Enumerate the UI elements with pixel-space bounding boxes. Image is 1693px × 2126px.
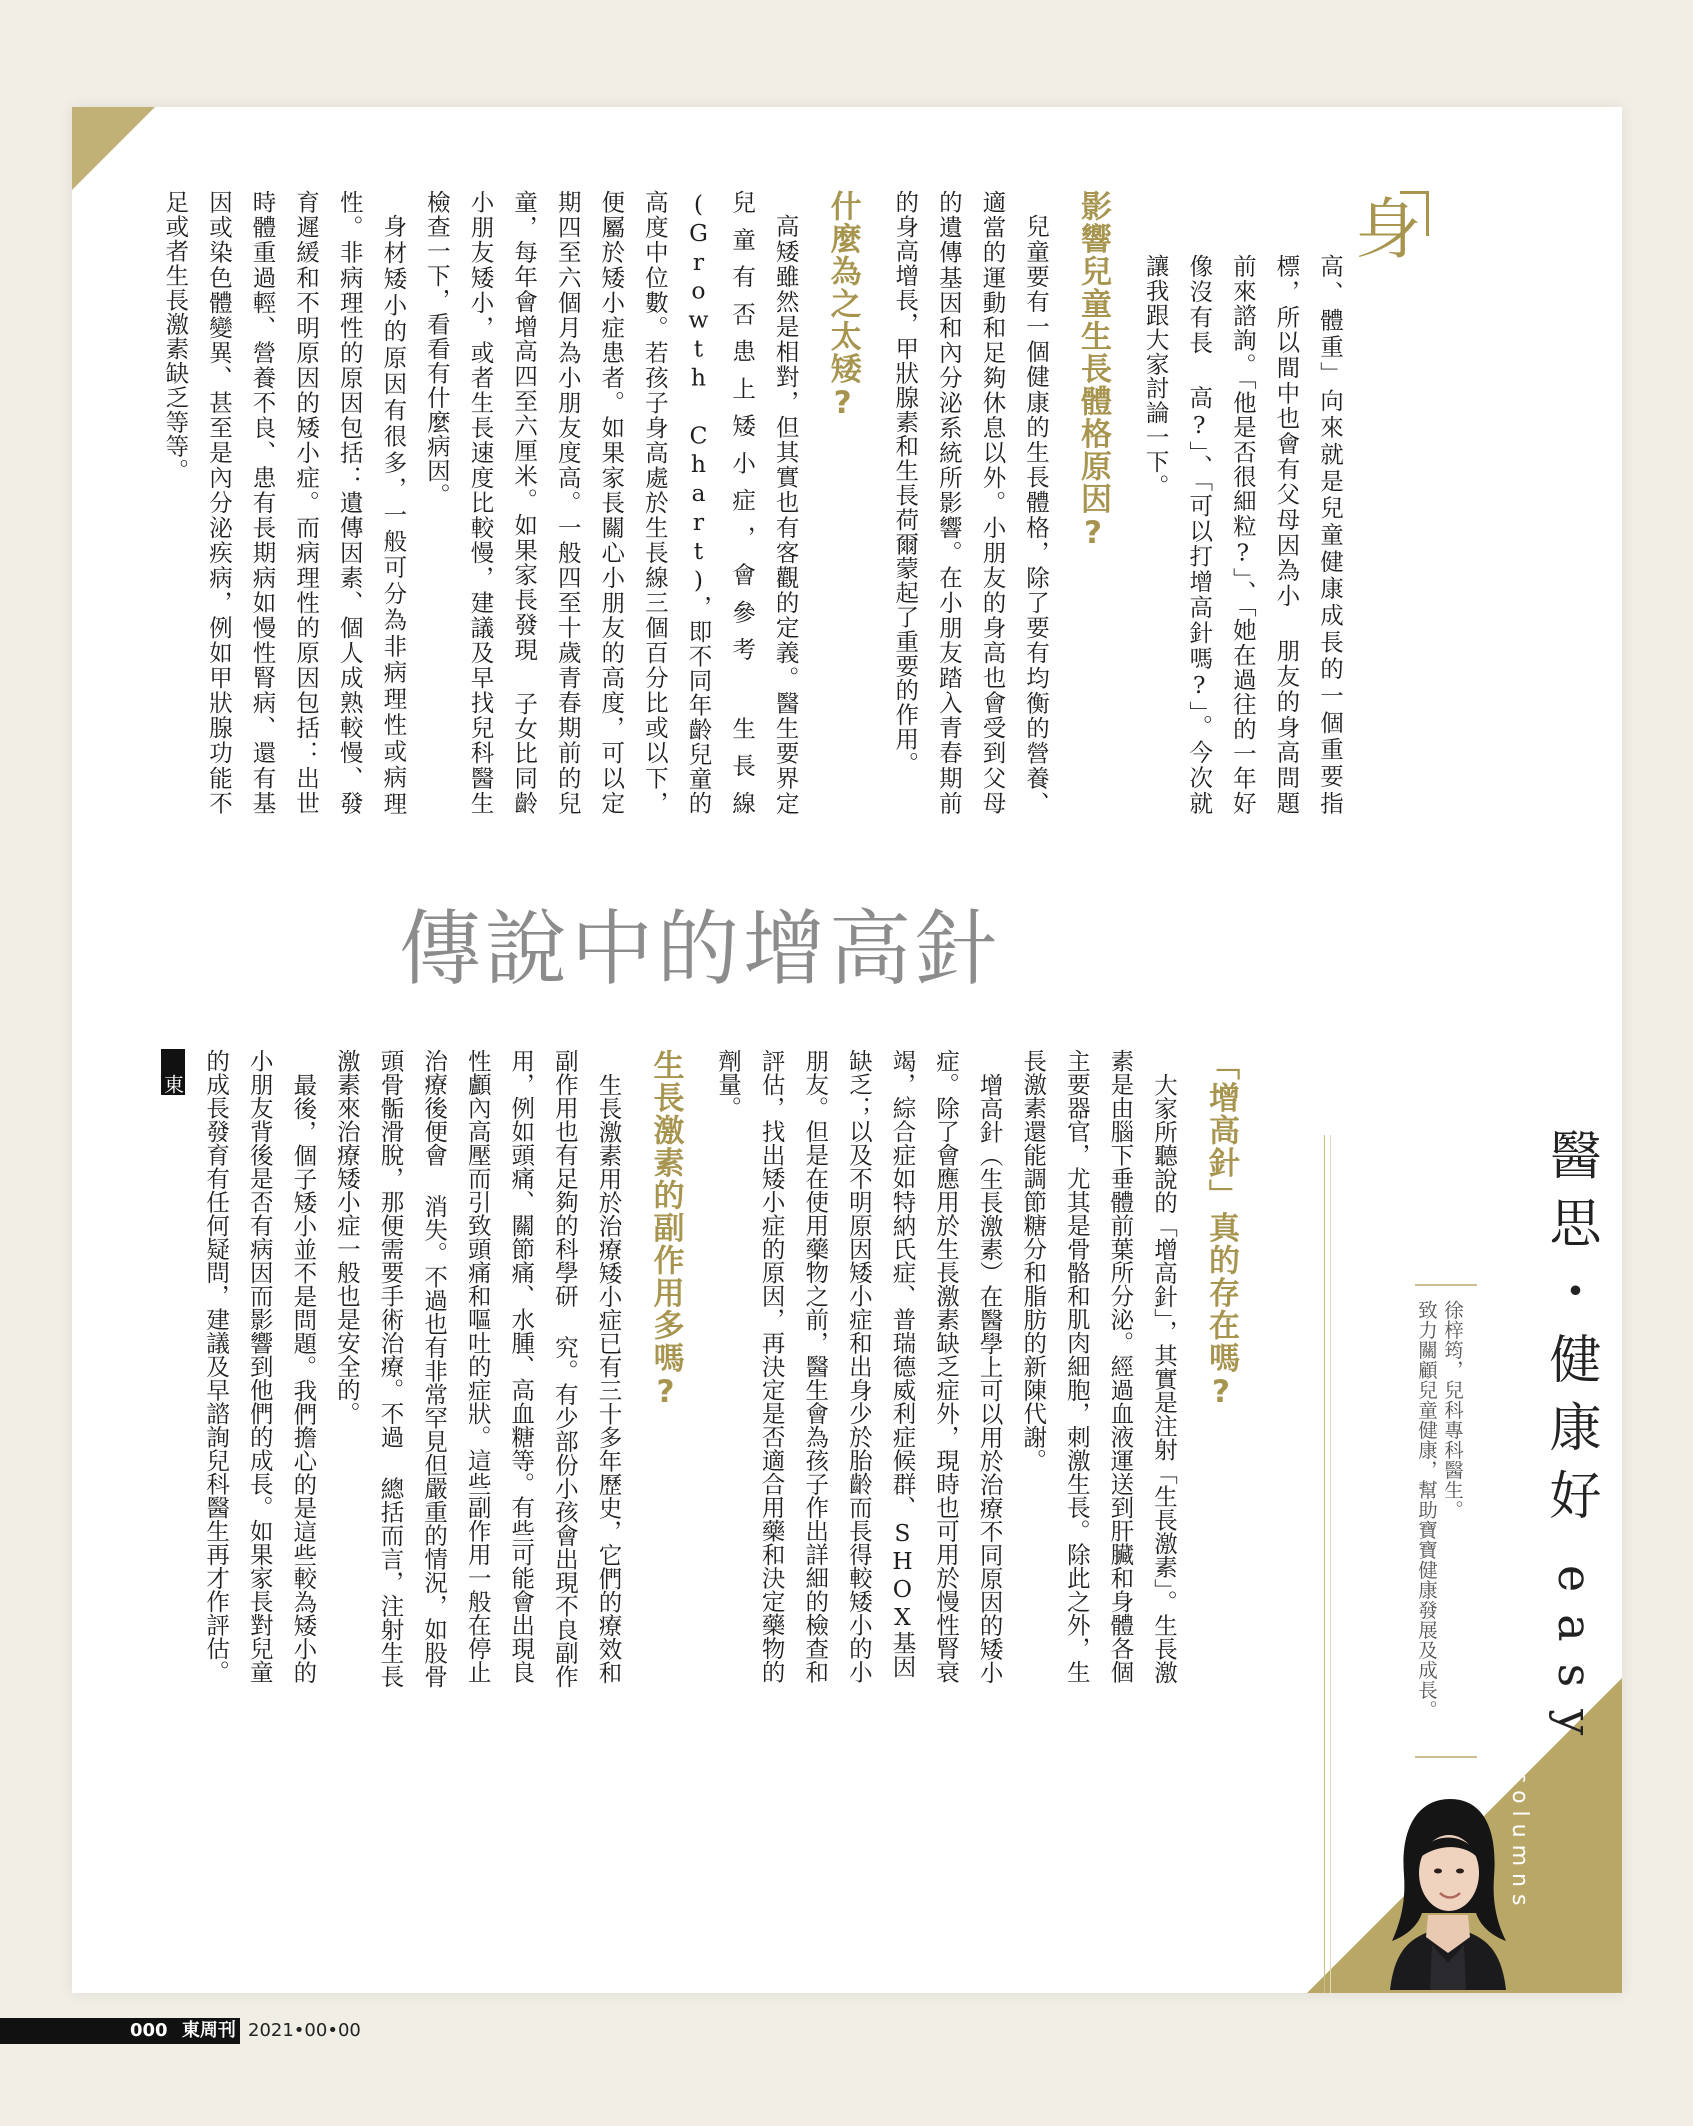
section-heading-side-effects: 生長激素的副作用多嗎? bbox=[647, 1049, 684, 1412]
section-heading-too-short: 什麼為之太矮? bbox=[824, 190, 861, 423]
too-short-paragraph-1: 高矮雖然是相對，但其實也有客觀的定義。醫生要界定兒童有否患上矮小症，會參考 生長線 (Growth Chart)，即不同年齡兒童的高度中位數。若孩子身高處於生長線三個百分比或以下，便屬於矮小症患者。如果家長關心小朋友的高度，可以定期四至六個月為小朋友度高。一般四至十歲青春期前的兒童，每年會增高四至六厘米。如果家長發現 子女比同齡小朋友矮小，或者生長速度比較慢，建議及早找兒科醫生檢查一下，看看有什麼病因。 bbox=[422, 190, 800, 815]
end-mark-icon: 東 bbox=[161, 1049, 185, 1095]
author-name-line: 徐梓筠，兒科專科醫生。 bbox=[1441, 1300, 1464, 1520]
dropcap-character: 身 bbox=[1355, 191, 1421, 268]
divider-line bbox=[1324, 1135, 1325, 1993]
intro-dropcap bbox=[1353, 187, 1433, 313]
footer-page-info bbox=[130, 2018, 236, 2044]
corner-decoration-top-left bbox=[72, 107, 155, 190]
growth-shot-paragraph-1: 大家所聽說的「增高針」，其實是注射「生長激素」。生長激素是由腦下垂體前葉所分泌。經過血液運送到肝臟和身體各個主要器官，尤其是骨骼和肌肉細胞，刺激生長。除此之外，生長激素還能調節糖分和脂肪的新陳代謝。 bbox=[1019, 1049, 1178, 1684]
article-title: 傳說中的增高針 bbox=[398, 902, 1001, 997]
divider-line-inner bbox=[1330, 1135, 1331, 1993]
column-masthead-suffix: easy bbox=[1548, 1565, 1602, 1758]
section-heading-causes: 影響兒童生長體格原因? bbox=[1075, 190, 1112, 553]
growth-shot-paragraph-2: 增高針（生長激素）在醫學上可以用於治療不同原因的矮小症。除了會應用於生長激素缺乏症外，現時也可用於慢性腎衰竭，綜合症如特納氏症、普瑞德威利症候群、SHOX基因缺乏；以及不明原因矮小症和出身少於胎齡而長得較矮小的小朋友。但是在使用藥物之前，醫生會為孩子作出詳細的檢查和評估，找出矮小症的原因，再決定是否適合用藥和決定藥物的劑量。 bbox=[714, 1049, 1004, 1684]
publication-name: 東周刊 bbox=[181, 2020, 236, 2041]
causes-paragraph: 兒童要有一個健康的生長體格，除了要有均衡的營養、適當的運動和足夠休息以外。小朋友的身高也會受到父母的遺傳基因和內分泌系統所影響。在小朋友踏入青春期前的身高增長，甲狀腺素和生長荷爾蒙起了重要的作用。 bbox=[891, 190, 1051, 815]
side-effects-paragraph-1: 生長激素用於治療矮小症已有三十多年歷史，它們的療效和副作用也有足夠的科學研 究。有少部份小孩會出現不良副作用，例如頭痛、關節痛、水腫、高血糖等。有些可能會出現良性顱內高壓而引致頭痛和嘔吐的症狀。這些副作用一般在停止治療後便會 消失。不過也有非常罕見但嚴重的情況，如股骨頭骨骺滑脫，那便需要手術治療。不過 總括而言，注射生長激素來治療矮小症一般也是安全的。 bbox=[332, 1049, 623, 1688]
page-number: 000 bbox=[130, 2020, 168, 2041]
author-info bbox=[1413, 1300, 1465, 1720]
author-bio-line: 致力關顧兒童健康，幫助寶寶健康發展及成長。 bbox=[1415, 1300, 1438, 1720]
columns-label: columns bbox=[1507, 1771, 1532, 1913]
issue-date: 2021•00•00 bbox=[248, 2020, 361, 2041]
article-lower-block bbox=[160, 1049, 1261, 1689]
too-short-paragraph-2: 身材矮小的原因有很多，一般可分為非病理性或病理性。非病理性的原因包括：遺傳因素、個人成熟較慢、發育遲緩和不明原因的矮小症。而病理性的原因包括：出世時體重過輕、營養不良、患有長期病如慢性腎病、還有基因或染色體變異、甚至是內分泌疾病，例如甲狀腺功能不足或者生長激素缺乏等等。 bbox=[161, 190, 408, 815]
side-effects-paragraph-2-text: 最後，個子矮小並不是問題。我們擔心的是這些較為矮小的小朋友背後是否有病因而影響到他們的成長。如果家長對兒童的成長發育有任何疑問，建議及早諮詢兒科醫生再才作評估。 bbox=[202, 1049, 318, 1684]
side-effects-paragraph-2 bbox=[150, 1049, 324, 1689]
author-portrait-image bbox=[1370, 1785, 1526, 1990]
section-heading-growth-shot: 「增高針」真的存在嗎? bbox=[1203, 1049, 1239, 1412]
column-masthead-title: 醫思・健康好 bbox=[1540, 1128, 1600, 1536]
article-upper-block bbox=[161, 190, 1351, 815]
intro-paragraph: 高、體重」向來就是兒童健康成長的一個重要指標，所以間中也會有父母因為小 朋友的身高問題前來諮詢。「他是否很細粒?」、「她在過往的一年好像沒有長 高?」、「可以打增高針嗎?」。今次就讓我跟大家討論一下。 bbox=[1141, 254, 1344, 815]
